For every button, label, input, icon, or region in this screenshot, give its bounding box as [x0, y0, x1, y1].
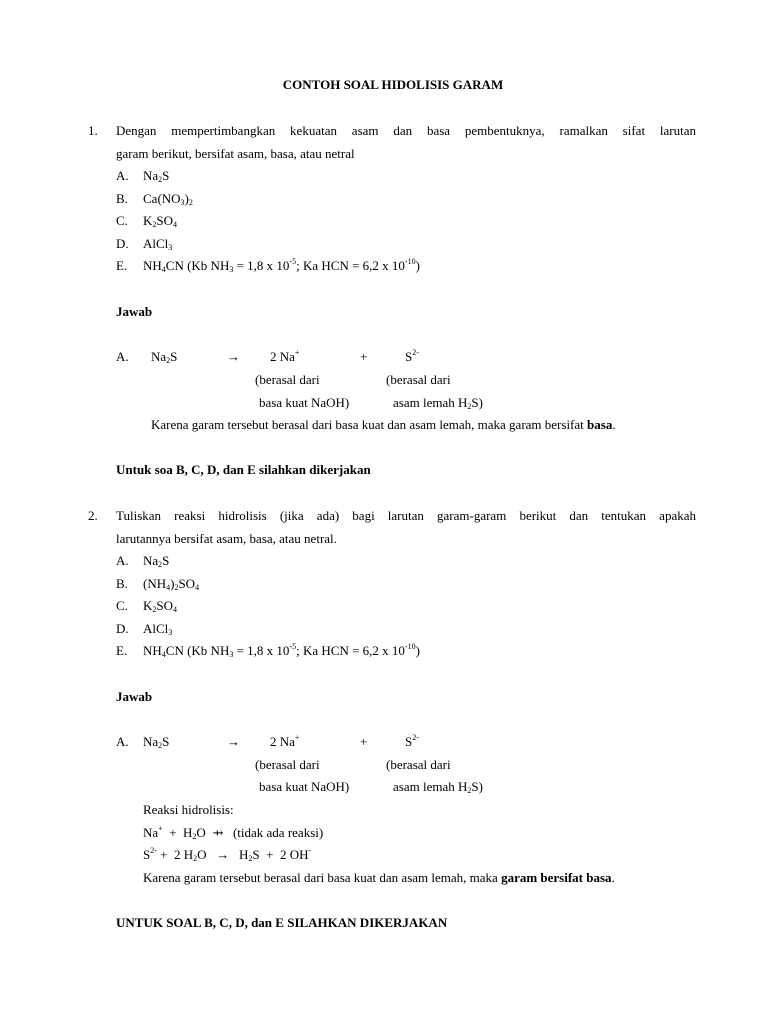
no-reaction-arrow-icon: ⇸ [212, 825, 224, 840]
q2-answer-product1: 2 Na+ [270, 733, 300, 749]
q2-option-b-letter: B. [116, 576, 128, 591]
q1-origin2-line2: asam lemah $H_2S$) [393, 395, 483, 411]
q2-origin2-line1: (berasal dari [386, 757, 451, 772]
q1-origin2-line1: (berasal dari [386, 372, 451, 387]
q1-line2: garam berikut, bersifat asam, basa, atau netral [116, 146, 355, 161]
q2-number: 2. [88, 508, 98, 523]
q2-answer-plus: + [360, 734, 368, 749]
q1-option-d: AlCl$_3$ [143, 236, 173, 252]
q1-origin1-line1: (berasal dari [255, 372, 320, 387]
q2-reaction1: $Na^+ + H_2O$ ⇸ (tidak ada reaksi) [143, 824, 324, 841]
q2-origin1-line1: (berasal dari [255, 757, 320, 772]
q1-number: 1. [88, 123, 98, 138]
q2-jawab-heading: Jawab [116, 689, 153, 704]
reaction-arrow-icon: → [216, 847, 230, 862]
q2-line1: Tuliskan reaksi hidrolisis (jika ada) bagi larutan garam-garam berikut dan tentukan apakah [116, 508, 696, 523]
q2-answer-reactant: $Na_2S$ [143, 734, 170, 750]
q2-instruction: UNTUK SOAL B, C, D, dan E SILAHKAN DIKERJAKAN [116, 915, 448, 930]
q2-conclusion: Karena garam tersebut berasal dari basa kuat dan asam lemah, maka garam bersifat basa. [143, 870, 615, 885]
page-title: CONTOH SOAL HIDOLISIS GARAM [282, 77, 504, 92]
q1-option-b: $Ca(NO_3)_2$ [143, 191, 193, 207]
q2-option-e: $NH_4CN$ (Kb $NH_3 = 1,8$ x $10^{-5}$; Ka HCN = 6,2 x $10^{-10}$) [143, 642, 420, 659]
q2-reaction2: $S^{2-} + 2$ $H_2O \to H_2S + 2$ OH- [143, 846, 312, 863]
q1-option-c-letter: C. [116, 213, 128, 228]
q2-hydrolysis-label: Reaksi hidrolisis: [143, 802, 234, 817]
reaction-arrow-icon: → [227, 734, 240, 749]
q1-answer-plus: + [360, 349, 368, 364]
q1-option-a: $Na_2S$ [143, 168, 170, 184]
q1-answer-reactant: $Na_2S$ [151, 349, 178, 365]
q2-option-c-letter: C. [116, 598, 128, 613]
q1-option-e-letter: E. [116, 258, 128, 273]
q1-origin1-line2: basa kuat NaOH) [259, 395, 350, 410]
reaction-arrow-icon: → [227, 349, 240, 364]
q2-origin1-line2: basa kuat NaOH) [259, 779, 350, 794]
q1-option-e: $NH_4CN$ (Kb $NH_3 = 1,8$ x $10^{-5}$; Ka HCN = 6,2 x $10^{-10}$) [143, 257, 420, 274]
q1-instruction: Untuk soa B, C, D, dan E silahkan dikerjakan [116, 462, 371, 477]
q2-option-a-letter: A. [116, 553, 129, 568]
q2-option-e-letter: E. [116, 643, 128, 658]
q1-conclusion: Karena garam tersebut berasal dari basa kuat dan asam lemah, maka garam bersifat basa. [151, 417, 616, 432]
q2-option-a: $Na_2S$ [143, 553, 170, 569]
q1-option-c: $K_2SO_4$ [143, 213, 178, 229]
q1-answer-letter: A. [116, 349, 129, 364]
q1-option-d-letter: D. [116, 236, 129, 251]
q1-line1: Dengan mempertimbangkan kekuatan asam dan basa pembentuknya, ramalkan sifat larutan [116, 123, 696, 138]
q2-option-d-letter: D. [116, 621, 129, 636]
q2-line2: larutannya bersifat asam, basa, atau netral. [116, 531, 337, 546]
q1-jawab-heading: Jawab [116, 304, 153, 319]
q1-option-a-letter: A. [116, 168, 129, 183]
q2-option-c: $K_2SO_4$ [143, 598, 178, 614]
q2-option-b: $(NH_4)_2SO_4$ [143, 576, 200, 592]
q1-answer-product2: $S^{2-}$ [405, 348, 419, 364]
q2-origin2-line2: asam lemah $H_2S$) [393, 779, 483, 795]
q1-option-b-letter: B. [116, 191, 128, 206]
q2-answer-product2: $S^{2-}$ [405, 733, 419, 749]
q1-answer-product1: 2 Na+ [270, 348, 300, 364]
q2-answer-letter: A. [116, 734, 129, 749]
q2-option-d: AlCl$_3$ [143, 621, 173, 637]
